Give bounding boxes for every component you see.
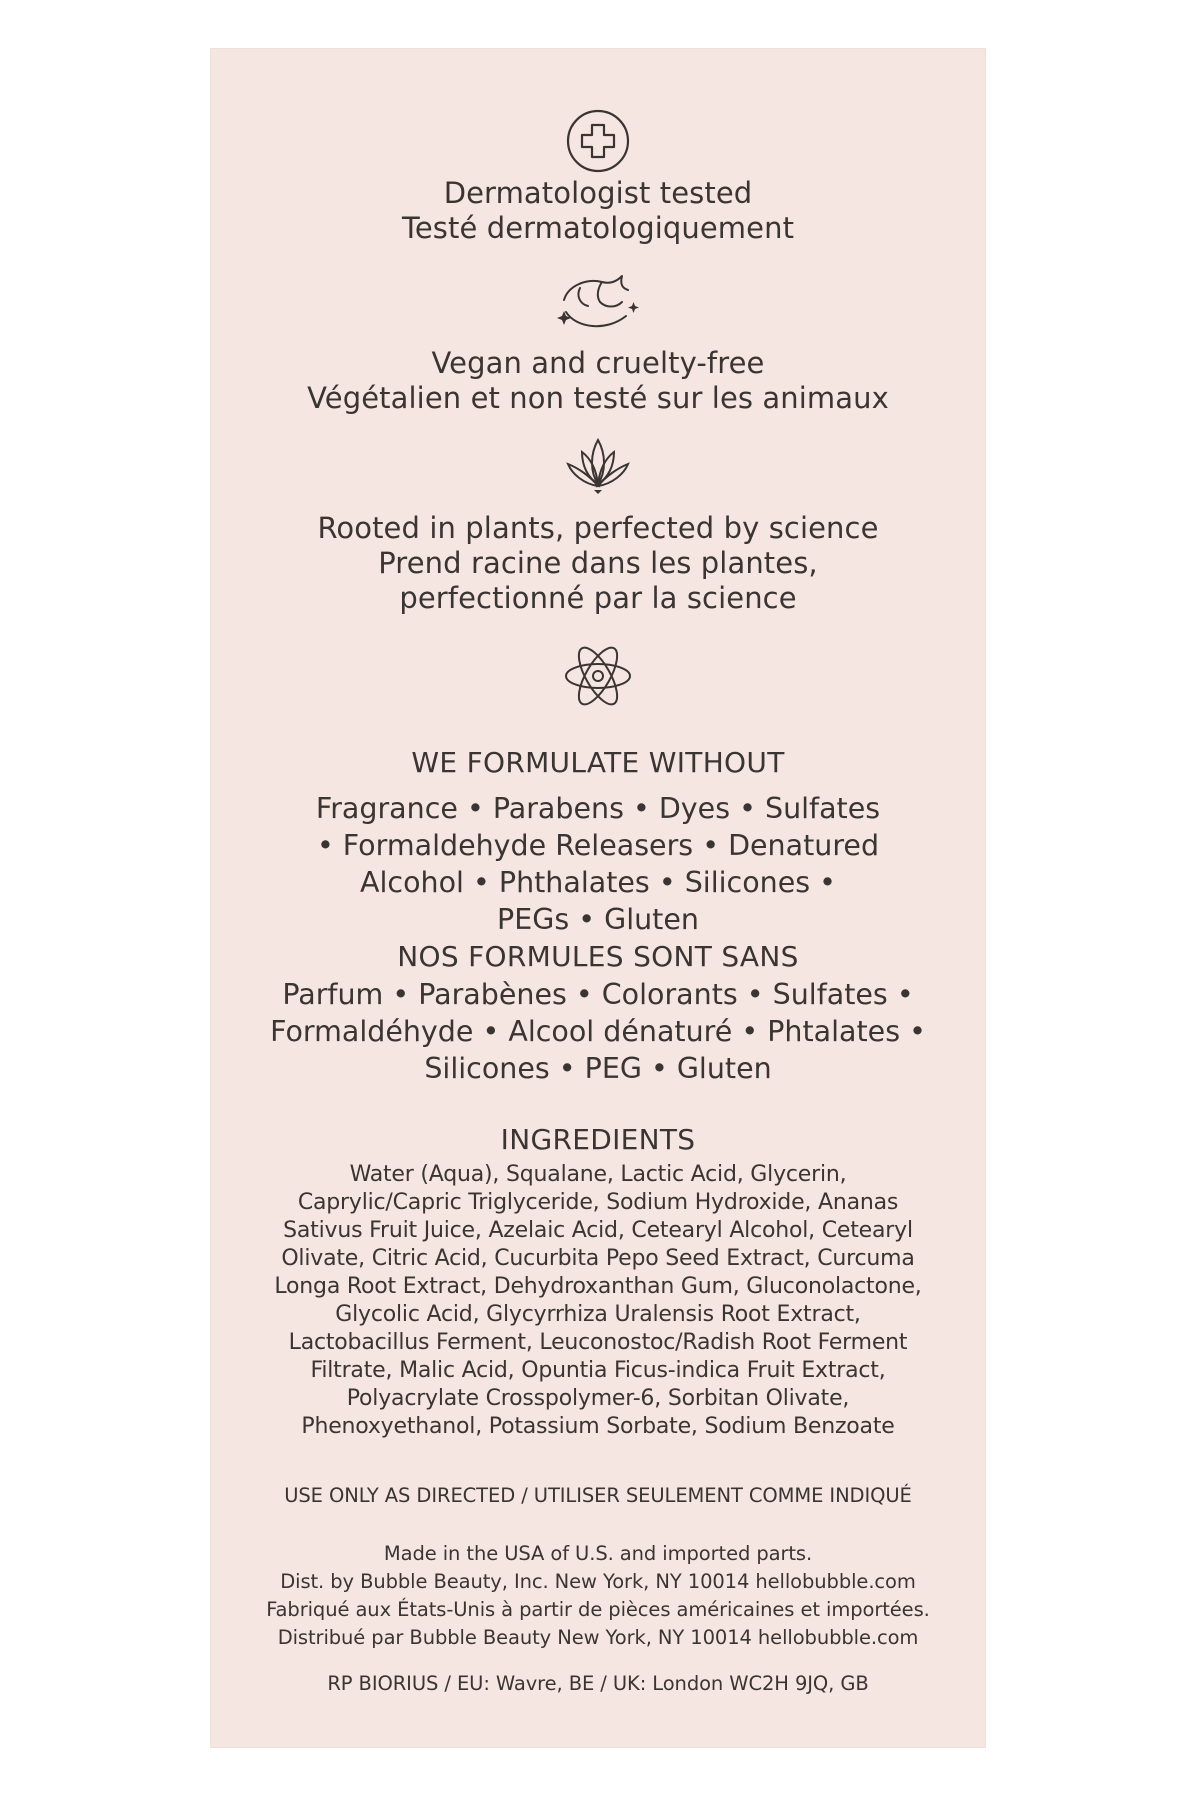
list-line: Alcohol • Phthalates • Silicones • [360,866,836,899]
lotus-plant-icon [560,432,636,518]
claim-line: Végétalien et non testé sur les animaux [307,381,889,415]
formules-sans-section [210,940,986,1087]
claim-line: Vegan and cruelty-free [431,346,765,380]
distribution-info [210,1540,986,1652]
ingredients-line: Polyacrylate Crosspolymer-6, Sorbitan Olivate, [346,1386,850,1411]
ingredients-line: Glycolic Acid, Glycyrrhiza Uralensis Root Extract, [335,1302,861,1327]
list-line: Formaldéhyde • Alcool dénaturé • Phtalates • [270,1015,926,1048]
usage-directions: USE ONLY AS DIRECTED / UTILISER SEULEMENT COMME INDIQUÉ [284,1484,912,1507]
ingredients-line: Caprylic/Capric Triglyceride, Sodium Hydroxide, Ananas [297,1190,899,1215]
ingredients-list [210,1161,986,1441]
claim-line: Rooted in plants, perfected by science [317,511,879,545]
list-line: Fragrance • Parabens • Dyes • Sulfates [315,792,881,825]
ingredients-line: Sativus Fruit Juice, Azelaic Acid, Cetearyl Alcohol, Cetearyl [283,1218,913,1243]
section-heading: NOS FORMULES SONT SANS [397,940,799,973]
distribution-line: Distribué par Bubble Beauty New York, NY 10014 hellobubble.com [277,1626,919,1649]
list-line: Parfum • Parabènes • Colorants • Sulfates • [282,978,914,1011]
ingredients-line: Longa Root Extract, Dehydroxanthan Gum, Gluconolactone, [274,1274,922,1299]
claim-plants [210,511,986,616]
formulate-without-section [210,746,986,938]
atom-icon [560,638,636,714]
ingredients-line: Olivate, Citric Acid, Cucurbita Pepo Seed Extract, Curcuma [281,1246,915,1271]
ingredients-section [210,1123,986,1441]
claim-line: Dermatologist tested [443,176,753,210]
ingredients-line: Phenoxyethanol, Potassium Sorbate, Sodium Benzoate [301,1414,895,1439]
claim-dermatologist-tested [210,176,986,246]
list-line: • Formaldehyde Releasers • Denatured [316,829,880,862]
claim-vegan [210,346,986,416]
leaping-rabbit-icon [550,266,646,342]
ingredients-heading: INGREDIENTS [500,1123,696,1156]
claim-line: Prend racine dans les plantes, [378,546,818,580]
medical-cross-icon [565,108,631,174]
ingredients-line: Water (Aqua), Squalane, Lactic Acid, Glycerin, [349,1162,847,1187]
distribution-line: Dist. by Bubble Beauty, Inc. New York, NY 10014 hellobubble.com [280,1570,916,1593]
exclusion-list [210,790,986,938]
claim-line: perfectionné par la science [399,581,797,615]
list-line: Silicones • PEG • Gluten [424,1052,772,1085]
distribution-line: Fabriqué aux États-Unis à partir de pièces américaines et importées. [266,1598,930,1621]
responsible-person: RP BIORIUS / EU: Wavre, BE / UK: London WC2H 9JQ, GB [327,1672,869,1695]
exclusion-list [210,976,986,1087]
claim-line: Testé dermatologiquement [401,211,795,245]
list-line: PEGs • Gluten [497,903,699,936]
ingredients-line: Lactobacillus Ferment, Leuconostoc/Radish Root Ferment [288,1330,908,1355]
ingredients-line: Filtrate, Malic Acid, Opuntia Ficus-indica Fruit Extract, [310,1358,886,1383]
section-heading: WE FORMULATE WITHOUT [411,746,785,779]
product-label-panel [210,48,986,1748]
distribution-line: Made in the USA of U.S. and imported parts. [383,1542,813,1565]
